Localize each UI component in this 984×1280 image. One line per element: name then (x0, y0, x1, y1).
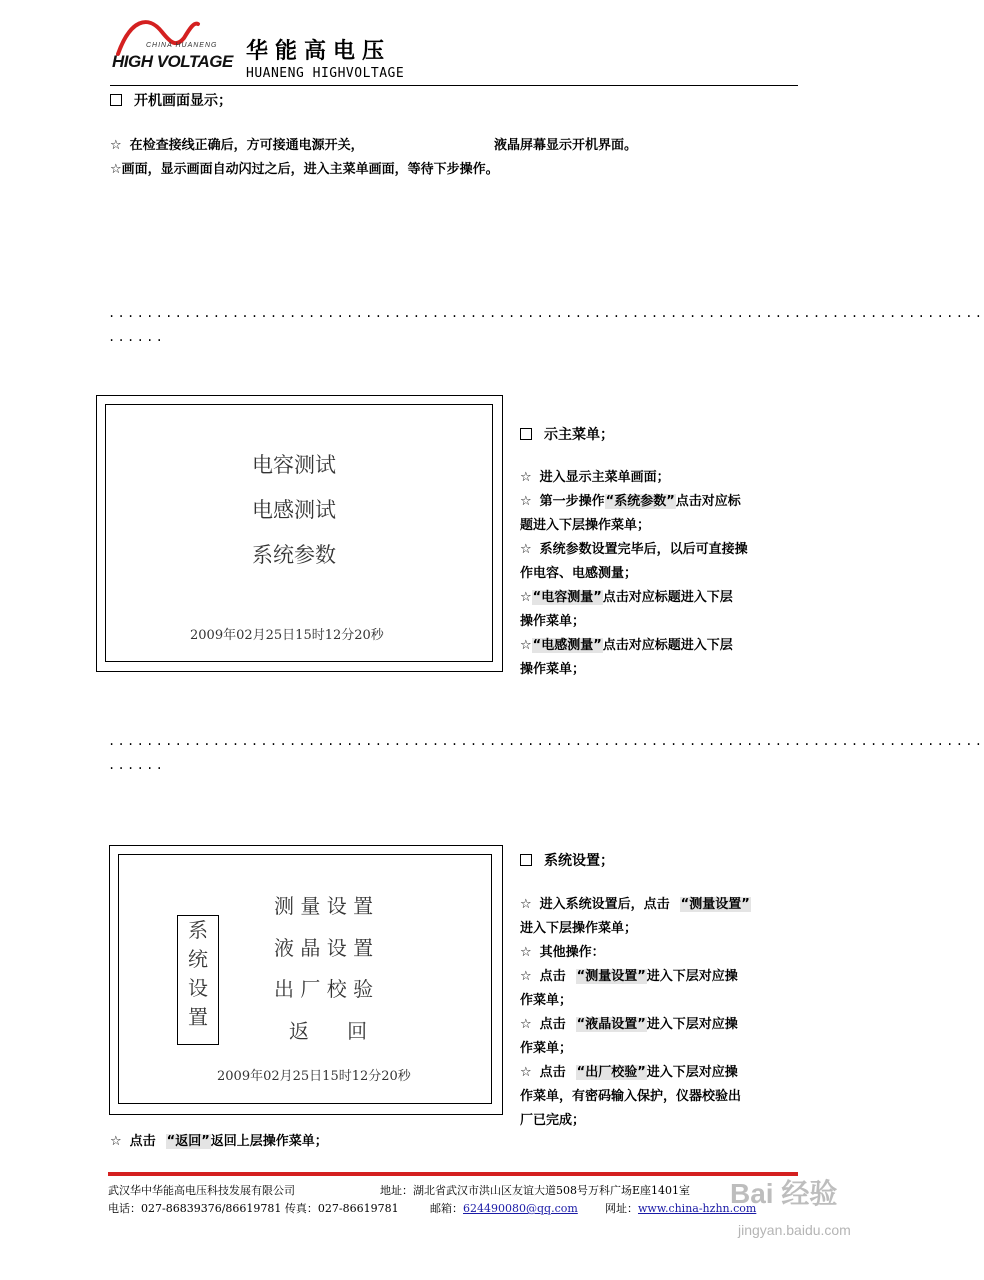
highlight-system-params: “系统参数” (605, 494, 675, 509)
star-icon: ☆ (520, 969, 532, 984)
lcd-timestamp: 2009年02月25日15时12分20秒 (217, 1069, 411, 1084)
section-title-main-menu (520, 424, 614, 444)
star-icon: ☆ (520, 590, 532, 605)
boot-line-1 (110, 134, 364, 158)
text-line: 进入下层对应操 (646, 969, 738, 984)
lcd-inner-frame (105, 404, 493, 662)
menu-item-inductance[interactable]: 电感测试 (252, 498, 336, 522)
text-line: 进入显示主菜单画面； (539, 470, 670, 485)
company-name-cn: 华能高电压 (246, 39, 392, 64)
text-line: 点击 (539, 1065, 566, 1080)
highlight-factory-calibration: “出厂校验” (576, 1065, 646, 1080)
text-line: 第一步操作 (539, 494, 605, 509)
section-title-text: 示主菜单； (544, 427, 614, 443)
text-line: 点击对应标 (675, 494, 741, 509)
side-label-char: 设 (188, 976, 208, 1000)
highlight-lcd-settings: “液晶设置” (576, 1017, 646, 1032)
text-line: 作菜单； (520, 993, 573, 1008)
text-line: 进入下层对应操 (646, 1017, 738, 1032)
section-title-system-settings (520, 850, 614, 870)
footer-phone: 电话：027-86839376/86619781 传真：027-86619781 (108, 1202, 399, 1215)
section-title-text: 系统设置； (544, 853, 614, 869)
menu-item-measure-settings[interactable]: 测 量 设 置 (274, 894, 374, 918)
dotted-separator: ............................................................................................ (108, 734, 984, 748)
star-icon: ☆ (110, 1134, 122, 1149)
star-icon: ☆ (520, 638, 532, 653)
menu-item-capacitance[interactable]: 电容测试 (252, 453, 336, 477)
text-line: 题进入下层操作菜单； (520, 518, 651, 533)
star-icon: ☆ (520, 897, 532, 912)
menu-item-factory-calibration[interactable]: 出 厂 校 验 (274, 977, 374, 1001)
star-icon: ☆ (520, 470, 532, 485)
side-label-char: 置 (188, 1005, 208, 1029)
star-icon: ☆ (520, 494, 532, 509)
checkbox-square-icon (520, 854, 532, 866)
menu-item-lcd-settings[interactable]: 液 晶 设 置 (274, 936, 374, 960)
checkbox-square-icon (110, 94, 122, 106)
boot-line-2: ☆画面，显示画面自动闪过之后，进入主菜单画面，等待下步操作。 (110, 162, 499, 177)
side-label-system-settings (177, 915, 219, 1045)
star-icon: ☆ (520, 945, 532, 960)
dotted-separator-tail: ...... (108, 330, 166, 344)
star-icon: ☆ (520, 1065, 532, 1080)
text-line: 点击 (539, 1017, 566, 1032)
menu-item-system-params[interactable]: 系统参数 (252, 543, 336, 567)
footer-email (430, 1200, 578, 1216)
dotted-separator-tail: ...... (108, 758, 166, 772)
text-line: 作菜单，有密码输入保护，仪器校验出 (520, 1089, 742, 1104)
text-line: 点击 (539, 969, 566, 984)
boot-text-a: 在检查接线正确后，方可接通电源开关， (129, 138, 364, 153)
lcd-main-menu-screen (96, 395, 503, 672)
footer-email-label: 邮箱： (430, 1202, 463, 1215)
text-line: 进入下层对应操 (646, 1065, 738, 1080)
footer-address (380, 1182, 690, 1198)
text-line: 点击 (129, 1134, 156, 1149)
text-line: 进入系统设置后，点击 (539, 897, 670, 912)
star-icon: ☆ (520, 1017, 532, 1032)
text-line: 返回上层操作菜单； (210, 1134, 328, 1149)
highlight-measure-settings: “测量设置” (680, 897, 750, 912)
main-menu-text (520, 466, 748, 682)
dotted-separator: ............................................................................................ (108, 306, 984, 320)
menu-item-return[interactable]: 返 回 (289, 1019, 368, 1043)
text-line: 厂已完成； (520, 1113, 586, 1128)
company-name-en: HUANENG HIGHVOLTAGE (246, 66, 405, 81)
footer-address-label: 地址： (380, 1184, 413, 1197)
lcd-system-settings-screen (109, 845, 503, 1115)
footer-address-value: 湖北省武汉市洪山区友谊大道508号万科广场E座1401室 (413, 1184, 691, 1197)
text-line: 作菜单； (520, 1041, 573, 1056)
logo-main-text: HIGH VOLTAGE (112, 52, 233, 71)
highlight-inductance: “电感测量” (532, 638, 602, 653)
website-link[interactable]: www.china-hzhn.com (638, 1202, 757, 1215)
section-title-boot (110, 90, 232, 110)
text-line: 操作菜单； (520, 662, 586, 677)
star-icon: ☆ (110, 138, 122, 153)
checkbox-square-icon (520, 428, 532, 440)
side-label-char: 统 (188, 947, 208, 971)
text-line: 进入下层操作菜单； (520, 921, 638, 936)
lcd-timestamp: 2009年02月25日15时12分20秒 (190, 628, 384, 643)
text-line: 点击对应标题进入下层 (602, 590, 733, 605)
return-instruction (110, 1130, 328, 1154)
highlight-capacitance: “电容测量” (532, 590, 602, 605)
footer-red-bar (108, 1172, 798, 1176)
section-title-text: 开机画面显示； (134, 93, 232, 109)
baidu-watermark-url: jingyan.baidu.com (738, 1222, 851, 1238)
logo-small-text: CHINA HUANENG (146, 42, 218, 49)
footer-web-label: 网址： (605, 1202, 638, 1215)
text-line: 点击对应标题进入下层 (602, 638, 733, 653)
highlight-return: “返回” (166, 1134, 210, 1149)
lcd-inner-frame (118, 854, 492, 1104)
baidu-watermark: Bai 经验 (730, 1178, 838, 1209)
email-link[interactable]: 624490080@qq.com (463, 1202, 578, 1215)
system-settings-text (520, 893, 751, 1133)
text-line: 操作菜单； (520, 614, 586, 629)
text-line: 其他操作： (539, 945, 605, 960)
company-logo (110, 10, 240, 86)
text-line: 系统参数设置完毕后，以后可直接操 (539, 542, 748, 557)
footer-company: 武汉华中华能高电压科技发展有限公司 (108, 1184, 295, 1197)
text-line: 作电容、电感测量； (520, 566, 638, 581)
boot-line-1b: 液晶屏幕显示开机界面。 (494, 138, 638, 153)
star-icon: ☆ (520, 542, 532, 557)
header-divider (110, 85, 798, 86)
highlight-measure-settings: “测量设置” (576, 969, 646, 984)
side-label-char: 系 (188, 918, 208, 942)
